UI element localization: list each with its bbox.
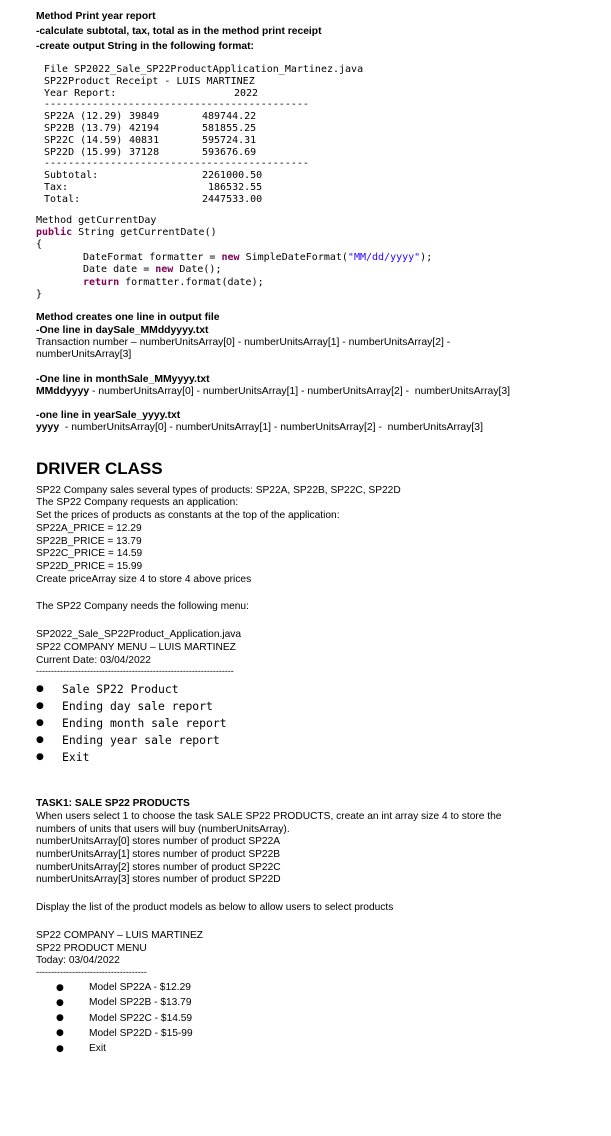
product-menu-title: SP22 PRODUCT MENU (36, 942, 147, 954)
code-text: SimpleDateFormat( (239, 251, 348, 263)
year-value: 2022 (234, 87, 259, 99)
tax-value: 186532.55 (208, 181, 263, 193)
menu-file-name: SP2022_Sale_SP22Product_Application.java (36, 629, 242, 641)
product-menu-list (56, 980, 604, 1056)
month-body-text: - numberUnitsArray[0] - numberUnitsArray[1] - numberUnitsArray[2] - numberUnitsArray[3] (89, 385, 511, 397)
string-literal: "MM/dd/yyyy" (347, 251, 421, 263)
list-item (36, 748, 604, 765)
subtotal-row (44, 170, 604, 182)
subtotal-value: 2261000.50 (202, 170, 263, 182)
year-body-text: - numberUnitsArray[0] - numberUnitsArray[1] - numberUnitsArray[2] - numberUnitsArray[3] (59, 422, 483, 434)
menu-item-label: Ending year sale report (62, 732, 220, 747)
keyword: return (83, 276, 120, 288)
receipt-year-row (44, 88, 604, 100)
receipt-units: 40831 (129, 134, 160, 146)
month-key: MMddyyyy (36, 385, 90, 397)
instruction-line: -calculate subtotal, tax, total as in the method print receipt (36, 26, 322, 37)
menu-date: Current Date: 03/04/2022 (36, 654, 151, 666)
menu-item-label: Ending day sale report (62, 698, 213, 713)
receipt-model: SP22C (14.59) (44, 134, 123, 146)
receipt-amount: 489744.22 (202, 111, 257, 123)
driver-class-heading: DRIVER CLASS (36, 458, 163, 478)
section-title: Method creates one line in output file (36, 312, 220, 324)
code-text: formatter.format(date); (119, 276, 264, 288)
receipt-model: SP22D (15.99) (44, 146, 123, 158)
bullet-icon: ● (36, 683, 44, 694)
company-menu-list (36, 680, 604, 765)
code-line (36, 252, 604, 264)
receipt-row (44, 147, 604, 159)
keyword: public (36, 226, 73, 238)
product-item-label: Model SP22C - $14.59 (89, 1012, 193, 1024)
bullet-icon: ● (56, 1043, 64, 1054)
close-brace: } (36, 289, 43, 300)
divider: ------------------------------------- (36, 966, 147, 977)
menu-item-label: Ending month sale report (62, 715, 227, 730)
product-item-label: Model SP22D - $15-99 (89, 1027, 193, 1039)
list-item (56, 1041, 604, 1056)
driver-line: The SP22 Company requests an application: (36, 497, 239, 509)
task1-line: numbers of units that users will buy (numberUnitsArray). (36, 823, 290, 835)
menu-item-label: Exit (62, 749, 90, 764)
bullet-icon: ● (36, 751, 44, 762)
bullet-icon: ● (36, 700, 44, 711)
month-file-title: -One line in monthSale_MMyyyy.txt (36, 373, 210, 385)
product-item-label: Model SP22A - $12.29 (89, 982, 191, 994)
receipt-row (44, 123, 604, 135)
task1-section (36, 798, 604, 977)
year-file-body (36, 422, 604, 434)
receipt-model: SP22A (12.29) (44, 111, 123, 123)
receipt-amount: 581855.25 (202, 122, 257, 134)
code-text: Date date = (83, 264, 156, 276)
document-page (36, 0, 604, 1056)
receipt-sample (44, 64, 604, 206)
menu-intro: The SP22 Company needs the following menu: (36, 601, 249, 613)
code-text: ); (420, 251, 433, 263)
list-item (36, 714, 604, 731)
total-label: Total: (44, 193, 81, 205)
divider: ------------------------------------------------------------------ (36, 666, 234, 677)
receipt-units: 37128 (129, 146, 160, 158)
driver-line: Create priceArray size 4 to store 4 above prices (36, 573, 252, 585)
product-menu-company: SP22 COMPANY – LUIS MARTINEZ (36, 929, 204, 941)
divider: -------------------------------------------- (44, 158, 309, 170)
total-value: 2447533.00 (202, 193, 263, 205)
keyword: new (155, 264, 174, 276)
method-signature (36, 227, 604, 239)
receipt-row (44, 135, 604, 147)
signature-text: String getCurrentDate() (72, 226, 217, 238)
product-menu-date: Today: 03/04/2022 (36, 955, 120, 967)
task1-line: numberUnitsArray[0] stores number of product SP22A (36, 836, 281, 848)
bullet-icon: ● (36, 717, 44, 728)
divider: -------------------------------------------- (44, 99, 309, 111)
task1-display-line: Display the list of the product models as below to allow users to select products (36, 902, 394, 914)
bullet-icon: ● (36, 734, 44, 745)
day-file-title: -One line in daySale_MMddyyyy.txt (36, 324, 209, 336)
product-item-label: Model SP22B - $13.79 (89, 997, 192, 1009)
list-item (36, 680, 604, 697)
receipt-amount: 593676.69 (202, 146, 257, 158)
code-line (36, 277, 604, 289)
total-row (44, 194, 604, 206)
list-item (36, 697, 604, 714)
receipt-units: 39849 (129, 111, 160, 123)
task1-line: numberUnitsArray[3] stores number of product SP22D (36, 874, 281, 886)
open-brace: { (36, 239, 43, 251)
task1-line: When users select 1 to choose the task SALE SP22 PRODUCTS, create an int array size 4 to store the (36, 810, 502, 822)
code-text: Date(); (173, 264, 222, 276)
tax-label: Tax: (44, 181, 69, 193)
method-header: Method getCurrentDay (36, 214, 157, 226)
code-text: DateFormat formatter = (83, 251, 222, 263)
bullet-icon: ● (56, 1013, 64, 1024)
list-item (56, 1011, 604, 1026)
price-constant: SP22B_PRICE = 13.79 (36, 535, 142, 547)
receipt-units: 42194 (129, 122, 160, 134)
day-file-body: numberUnitsArray[3] (36, 349, 132, 361)
task1-line: numberUnitsArray[1] stores number of product SP22B (36, 849, 281, 861)
menu-company: SP22 COMPANY MENU – LUIS MARTINEZ (36, 641, 236, 653)
driver-description (36, 485, 604, 676)
bullet-icon: ● (56, 997, 64, 1008)
list-item (56, 995, 604, 1010)
product-item-label: Exit (89, 1043, 106, 1055)
driver-line: SP22 Company sales several types of products: SP22A, SP22B, SP22C, SP22D (36, 484, 401, 496)
output-file-section (36, 312, 604, 434)
year-file-title: -one line in yearSale_yyyy.txt (36, 410, 181, 422)
menu-item-label: Sale SP22 Product (62, 681, 179, 696)
driver-line: Set the prices of products as constants at the top of the application: (36, 510, 340, 522)
receipt-title-line: SP22Product Receipt - LUIS MARTINEZ (44, 75, 255, 87)
section-title-print-year-report: Method Print year report (36, 11, 156, 22)
tax-row (44, 182, 604, 194)
list-item (56, 980, 604, 995)
price-constant: SP22A_PRICE = 12.29 (36, 522, 142, 534)
month-file-body (36, 386, 604, 398)
year-key: yyyy (36, 422, 60, 434)
instruction-line: -create output String in the following format: (36, 41, 254, 52)
day-file-body: Transaction number – numberUnitsArray[0] - numberUnitsArray[1] - numberUnitsArray[2] - (36, 337, 451, 348)
task1-title: TASK1: SALE SP22 PRODUCTS (36, 798, 190, 810)
receipt-amount: 595724.31 (202, 134, 257, 146)
bullet-icon: ● (56, 1028, 64, 1039)
receipt-row (44, 111, 604, 123)
receipt-model: SP22B (13.79) (44, 122, 123, 134)
price-constant: SP22C_PRICE = 14.59 (36, 548, 143, 560)
subtotal-label: Subtotal: (44, 170, 99, 182)
list-item (36, 731, 604, 748)
keyword: new (221, 251, 240, 263)
bullet-icon: ● (56, 982, 64, 993)
code-line (36, 264, 604, 276)
list-item (56, 1026, 604, 1041)
price-constant: SP22D_PRICE = 15.99 (36, 561, 143, 572)
task1-line: numberUnitsArray[2] stores number of product SP22C (36, 861, 281, 873)
year-label: Year Report: (44, 87, 117, 99)
receipt-file-line: File SP2022_Sale_SP22ProductApplication_Martinez.java (44, 64, 364, 75)
code-block-get-current-day (36, 215, 604, 302)
